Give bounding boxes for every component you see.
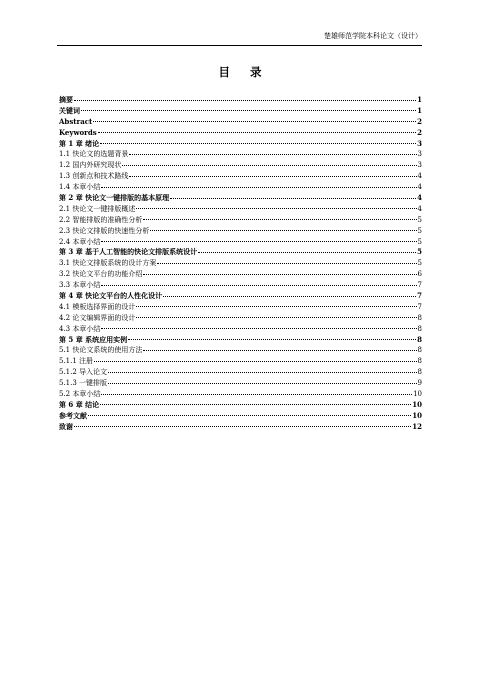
toc-entry-label: 2.1 快论文一键排版概述	[59, 204, 136, 213]
toc-entry[interactable]	[59, 422, 422, 433]
toc-entry[interactable]	[59, 117, 422, 128]
toc-entry[interactable]	[59, 160, 422, 171]
toc-leader-dots	[136, 208, 416, 209]
toc-leader-dots	[101, 328, 416, 329]
toc-entry[interactable]	[59, 139, 422, 150]
toc-entry-label: Abstract	[59, 116, 93, 126]
toc-entry[interactable]	[59, 367, 422, 378]
toc-entry-label: 5.1 快论文系统的使用方法	[59, 346, 143, 355]
toc-entry[interactable]	[59, 226, 422, 237]
toc-leader-dots	[74, 426, 411, 427]
toc-leader-dots	[136, 306, 416, 307]
toc-leader-dots	[108, 372, 416, 373]
toc-entry-page-number: 7	[417, 281, 422, 290]
toc-entry-label: 关键词	[59, 105, 80, 115]
toc-leader-dots	[143, 219, 416, 220]
toc-entry[interactable]	[59, 302, 422, 313]
toc-leader-dots	[157, 263, 416, 264]
toc-entry[interactable]	[59, 291, 422, 302]
toc-entry-label: 5.1.2 导入论文	[59, 368, 108, 377]
toc-entry[interactable]	[59, 95, 422, 106]
toc-entry-page-number: 9	[417, 379, 422, 388]
toc-leader-dots	[198, 252, 416, 253]
toc-leader-dots	[101, 241, 416, 242]
toc-entry-label: 3.1 快论文排版系统的设计方案	[59, 259, 157, 268]
toc-entry-page-number: 4	[417, 193, 422, 203]
toc-leader-dots	[143, 274, 416, 275]
toc-leader-dots	[170, 198, 416, 199]
toc-entry[interactable]	[59, 378, 422, 389]
toc-entry-page-number: 10	[413, 390, 422, 399]
toc-leader-dots	[122, 165, 416, 166]
toc-leader-dots	[128, 339, 416, 340]
toc-entry[interactable]	[59, 411, 422, 422]
toc-entry-label: 第 6 章 结论	[59, 399, 100, 409]
toc-entry-label: 4.1 模板选择界面的设计	[59, 302, 136, 311]
toc-entry-label: 第 1 章 绪论	[59, 138, 100, 148]
toc-entry-page-number: 10	[412, 399, 422, 409]
toc-entry-page-number: 8	[417, 324, 422, 333]
toc-entry-label: 1.1 快论文的选题背景	[59, 150, 129, 159]
toc-entry[interactable]	[59, 171, 422, 182]
toc-entry-label: 1.2 国内外研究现状	[59, 161, 122, 170]
toc-leader-dots	[98, 132, 416, 133]
toc-title: 目 录	[218, 65, 270, 79]
toc-entry[interactable]	[59, 247, 422, 258]
toc-entry-label: 第 2 章 快论文一键排版的基本原理	[59, 193, 170, 203]
toc-entry-page-number: 2	[417, 116, 422, 126]
toc-leader-dots	[100, 404, 411, 405]
toc-entry-page-number: 8	[417, 313, 422, 322]
toc-entry-page-number: 5	[417, 247, 422, 257]
toc-entry-page-number: 1	[417, 95, 422, 104]
toc-leader-dots	[108, 383, 416, 384]
toc-entry-page-number: 3	[417, 150, 422, 159]
toc-entry-page-number: 4	[417, 172, 422, 181]
toc-entry-page-number: 2	[417, 127, 422, 137]
toc-entry-page-number: 1	[417, 105, 422, 115]
toc-leader-dots	[101, 285, 416, 286]
toc-entry[interactable]	[59, 280, 422, 291]
toc-entry-label: 5.1.1 注册	[59, 357, 94, 366]
toc-entry[interactable]	[59, 389, 422, 400]
toc-leader-dots	[143, 350, 416, 351]
toc-entry-label: 1.3 创新点和技术路线	[59, 172, 129, 181]
toc-entry-page-number: 3	[417, 161, 422, 170]
toc-entry-page-number: 8	[417, 334, 422, 344]
toc-entry-label: 摘要	[59, 95, 73, 104]
toc-entry-label: 2.3 快论文排版的快速性分析	[59, 226, 150, 235]
toc-entry-page-number: 4	[417, 183, 422, 192]
toc-entry[interactable]	[59, 313, 422, 324]
toc-entry-label: Keywords	[59, 127, 97, 137]
header-rule	[57, 45, 422, 46]
toc-entry[interactable]	[59, 215, 422, 226]
toc-entry-page-number: 4	[417, 204, 422, 213]
toc-entry-page-number: 10	[412, 410, 422, 420]
toc-entry[interactable]	[59, 106, 422, 117]
toc-entry[interactable]	[59, 356, 422, 367]
toc-leader-dots	[81, 110, 416, 111]
toc-leader-dots	[88, 415, 411, 416]
toc-leader-dots	[74, 100, 416, 101]
toc-entry-page-number: 5	[417, 215, 422, 224]
running-header: 楚雄师范学院本科论文（设计）	[324, 32, 422, 40]
toc-entry-page-number: 6	[417, 270, 422, 279]
toc-entry[interactable]	[59, 182, 422, 193]
toc-entry-page-number: 8	[417, 368, 422, 377]
toc-leader-dots	[129, 176, 416, 177]
toc-entry-label: 3.3 本章小结	[59, 281, 101, 290]
toc-entry-page-number: 12	[412, 421, 422, 431]
toc-entry[interactable]	[59, 400, 422, 411]
toc-entry-page-number: 8	[417, 346, 422, 355]
toc-entry[interactable]	[59, 204, 422, 215]
toc-entry[interactable]	[59, 193, 422, 204]
toc-entry-label: 致谢	[59, 421, 73, 431]
toc-entry-label: 2.2 智能排版的准确性分析	[59, 215, 143, 224]
table-of-contents	[59, 95, 422, 433]
toc-entry-label: 5.2 本章小结	[59, 390, 101, 399]
toc-entry[interactable]	[59, 149, 422, 160]
toc-entry-label: 2.4 本章小结	[59, 237, 101, 246]
toc-leader-dots	[101, 394, 412, 395]
toc-entry[interactable]	[59, 128, 422, 139]
toc-entry-label: 第 4 章 快论文平台的人性化设计	[59, 291, 163, 301]
toc-entry[interactable]	[59, 258, 422, 269]
toc-leader-dots	[94, 361, 416, 362]
toc-entry[interactable]	[59, 269, 422, 280]
toc-entry-label: 参考文献	[59, 410, 87, 420]
toc-entry-page-number: 8	[417, 357, 422, 366]
toc-entry-label: 1.4 本章小结	[59, 183, 101, 192]
toc-entry-label: 第 3 章 基于人工智能的快论文排版系统设计	[59, 247, 198, 257]
toc-leader-dots	[100, 143, 416, 144]
toc-leader-dots	[163, 296, 416, 297]
toc-leader-dots	[93, 121, 416, 122]
toc-leader-dots	[150, 230, 416, 231]
toc-leader-dots	[129, 154, 416, 155]
toc-entry[interactable]	[59, 345, 422, 356]
toc-entry-label: 第 5 章 系统应用实例	[59, 334, 128, 344]
toc-entry-page-number: 5	[417, 237, 422, 246]
toc-entry-label: 4.3 本章小结	[59, 324, 101, 333]
toc-entry-page-number: 7	[417, 291, 422, 301]
toc-leader-dots	[101, 187, 416, 188]
toc-entry[interactable]	[59, 237, 422, 248]
toc-entry-label: 5.1.3 一键排版	[59, 379, 108, 388]
toc-entry[interactable]	[59, 335, 422, 346]
toc-entry-page-number: 5	[417, 226, 422, 235]
toc-entry[interactable]	[59, 324, 422, 335]
toc-entry-label: 4.2 论文编辑界面的设计	[59, 313, 136, 322]
toc-entry-page-number: 5	[417, 259, 422, 268]
toc-entry-page-number: 3	[417, 138, 422, 148]
toc-entry-label: 3.2 快论文平台的功能介绍	[59, 270, 143, 279]
toc-leader-dots	[136, 317, 416, 318]
toc-entry-page-number: 7	[417, 302, 422, 311]
